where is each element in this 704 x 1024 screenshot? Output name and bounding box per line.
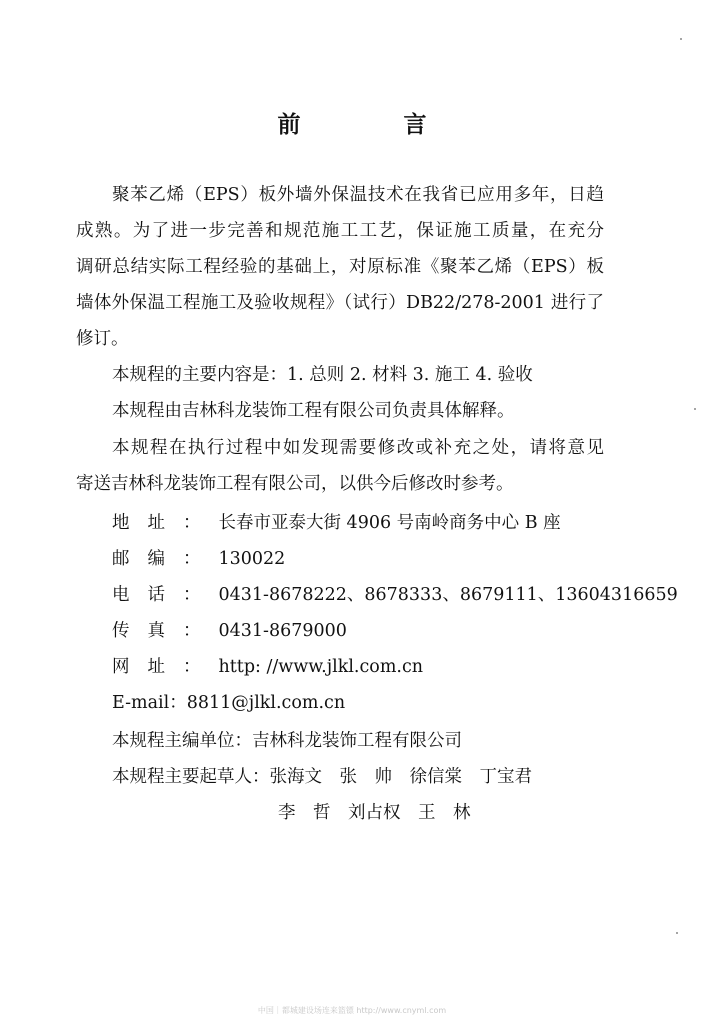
website-label: 网址： [112,657,219,677]
chief-editor-label: 本规程主编单位： [112,731,252,751]
fax-label: 传真： [112,621,219,641]
drafters-line-2: 李 哲 刘占权 王 林 [278,803,471,823]
chief-editor-value: 吉林科龙装饰工程有限公司 [252,731,462,751]
website-row [112,656,423,678]
page-title: 前 言 [277,112,467,138]
contents-paragraph: 本规程的主要内容是：1. 总则 2. 材料 3. 施工 4. 验收 [112,365,533,385]
drafters-label: 本规程主要起草人： [112,767,270,787]
phone-row [112,584,678,606]
scan-speck [694,408,696,410]
intro-line-2: 成熟。为了进一步完善和规范施工工艺，保证施工质量，在充分 [76,221,604,241]
email-value[interactable]: 8811@jlkl.com.cn [186,693,346,713]
interpretation-paragraph: 本规程由吉林科龙装饰工程有限公司负责具体解释。 [112,401,515,421]
fax-row [112,620,347,642]
address-label: 地址： [112,513,219,533]
scan-speck [680,38,682,40]
postcode-value: 130022 [218,549,286,569]
email-row [112,692,345,714]
address-value: 长春市亚泰大街 4906 号南岭商务中心 B 座 [218,513,561,533]
intro-line-4: 墙体外保温工程施工及验收规程》（试行）DB22/278-2001 进行了 [76,293,604,313]
drafters-line-1: 张海文 张 帅 徐信棠 丁宝君 [269,767,532,787]
fax-value: 0431-8679000 [218,621,347,641]
intro-line-3: 调研总结实际工程经验的基础上，对原标准《聚苯乙烯（EPS）板 [76,257,604,277]
feedback-line-1: 本规程在执行过程中如发现需要修改或补充之处，请将意见 [112,438,604,458]
feedback-line-2: 寄送吉林科龙装饰工程有限公司，以供今后修改时参考。 [76,474,514,494]
phone-label: 电话： [112,585,219,605]
website-value[interactable]: http: //www.jlkl.com.cn [218,657,424,677]
phone-value: 0431-8678222、8678333、8679111、13604316659 [218,585,678,605]
postcode-label: 邮编： [112,549,219,569]
address-row [112,512,561,534]
chief-editor-row [112,730,462,752]
drafters-row [112,766,532,788]
intro-line-1: 聚苯乙烯（EPS）板外墙外保温技术在我省已应用多年，日趋 [112,185,604,205]
footer-watermark: 中国｜都城建设场连来篮镖 http://www.cnyml.com [257,1006,447,1015]
postcode-row [112,548,285,570]
intro-line-5: 修订。 [76,329,129,349]
scan-speck [676,932,678,934]
email-label: E-mail： [112,693,187,713]
